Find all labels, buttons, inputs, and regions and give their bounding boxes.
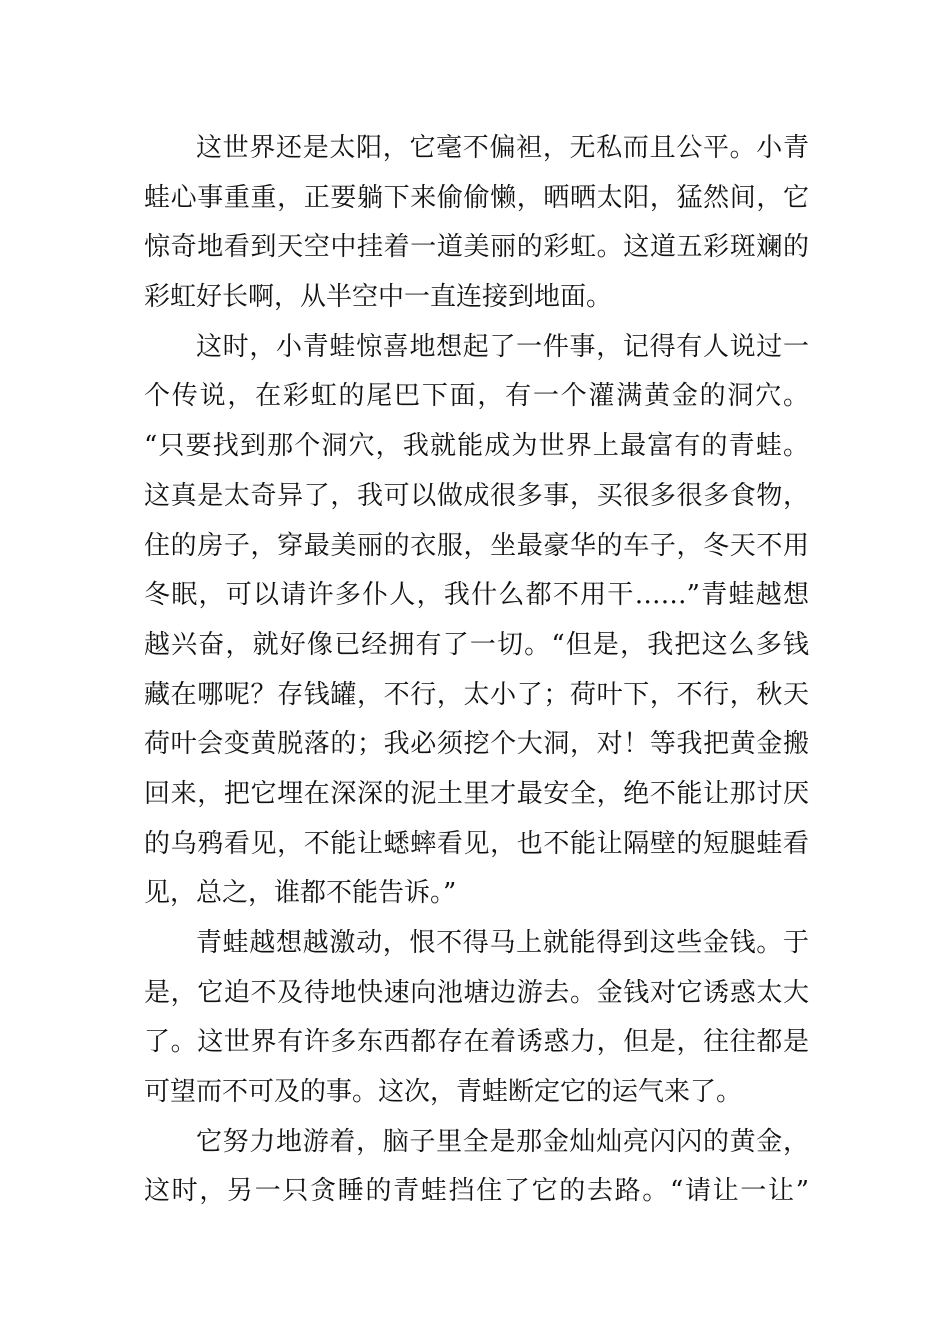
paragraph-3-line-1: 青蛙越想越激动，恨不得马上就能得到这些金钱。于 <box>196 928 809 958</box>
paragraph-2-line-3: “只要找到那个洞穴，我就能成为世界上最富有的青蛙。 <box>144 431 809 462</box>
paragraph-3-line-4: 可望而不可及的事。这次，青蛙断定它的运气来了。 <box>144 1077 743 1108</box>
paragraph-2-line-2: 个传说，在彩虹的尾巴下面，有一个灌满黄金的洞穴。 <box>144 381 809 412</box>
paragraph-1-line-4: 彩虹好长啊，从半空中一直连接到地面。 <box>144 282 613 313</box>
paragraph-2-line-12: 见，总之，谁都不能告诉。” <box>144 878 457 909</box>
paragraph-4-line-2: 这时，另一只贪睡的青蛙挡住了它的去路。“请让一让” <box>144 1176 809 1207</box>
paragraph-2-line-9: 荷叶会变黄脱落的；我必须挖个大洞，对！等我把黄金搬 <box>144 729 809 760</box>
paragraph-2-line-8: 藏在哪呢？存钱罐，不行，太小了；荷叶下，不行，秋天 <box>144 679 809 710</box>
paragraph-2-line-1: 这时，小青蛙惊喜地想起了一件事，记得有人说过一 <box>196 331 809 362</box>
paragraph-2-line-11: 的乌鸦看见，不能让蟋蟀看见，也不能让隔壁的短腿蛙看 <box>144 828 809 859</box>
paragraph-3-line-3: 了。这世界有许多东西都存在着诱惑力，但是，往往都是 <box>144 1027 809 1058</box>
paragraph-2-line-4: 这真是太奇异了，我可以做成很多事，买很多很多食物， <box>144 480 809 511</box>
paragraph-1-line-1: 这世界还是太阳，它毫不偏袒，无私而且公平。小青 <box>196 133 809 163</box>
paragraph-2-line-5: 住的房子，穿最美丽的衣服，坐最豪华的车子，冬天不用 <box>144 530 809 561</box>
story-text <box>144 124 809 1217</box>
paragraph-2-line-10: 回来，把它埋在深深的泥土里才最安全，绝不能让那讨厌 <box>144 778 809 809</box>
paragraph-4-line-1: 它努力地游着，脑子里全是那金灿灿亮闪闪的黄金， <box>196 1126 809 1157</box>
paragraph-1-line-2: 蛙心事重重，正要躺下来偷偷懒，晒晒太阳，猛然间，它 <box>144 182 809 213</box>
paragraph-2-line-7: 越兴奋，就好像已经拥有了一切。“但是，我把这么多钱 <box>144 629 809 660</box>
paragraph-1-line-3: 惊奇地看到天空中挂着一道美丽的彩虹。这道五彩斑斓的 <box>144 232 809 263</box>
paragraph-2-line-6: 冬眠，可以请许多仆人，我什么都不用干……”青蛙越想 <box>144 580 809 611</box>
paragraph-3-line-2: 是，它迫不及待地快速向池塘边游去。金钱对它诱惑太大 <box>144 977 809 1008</box>
